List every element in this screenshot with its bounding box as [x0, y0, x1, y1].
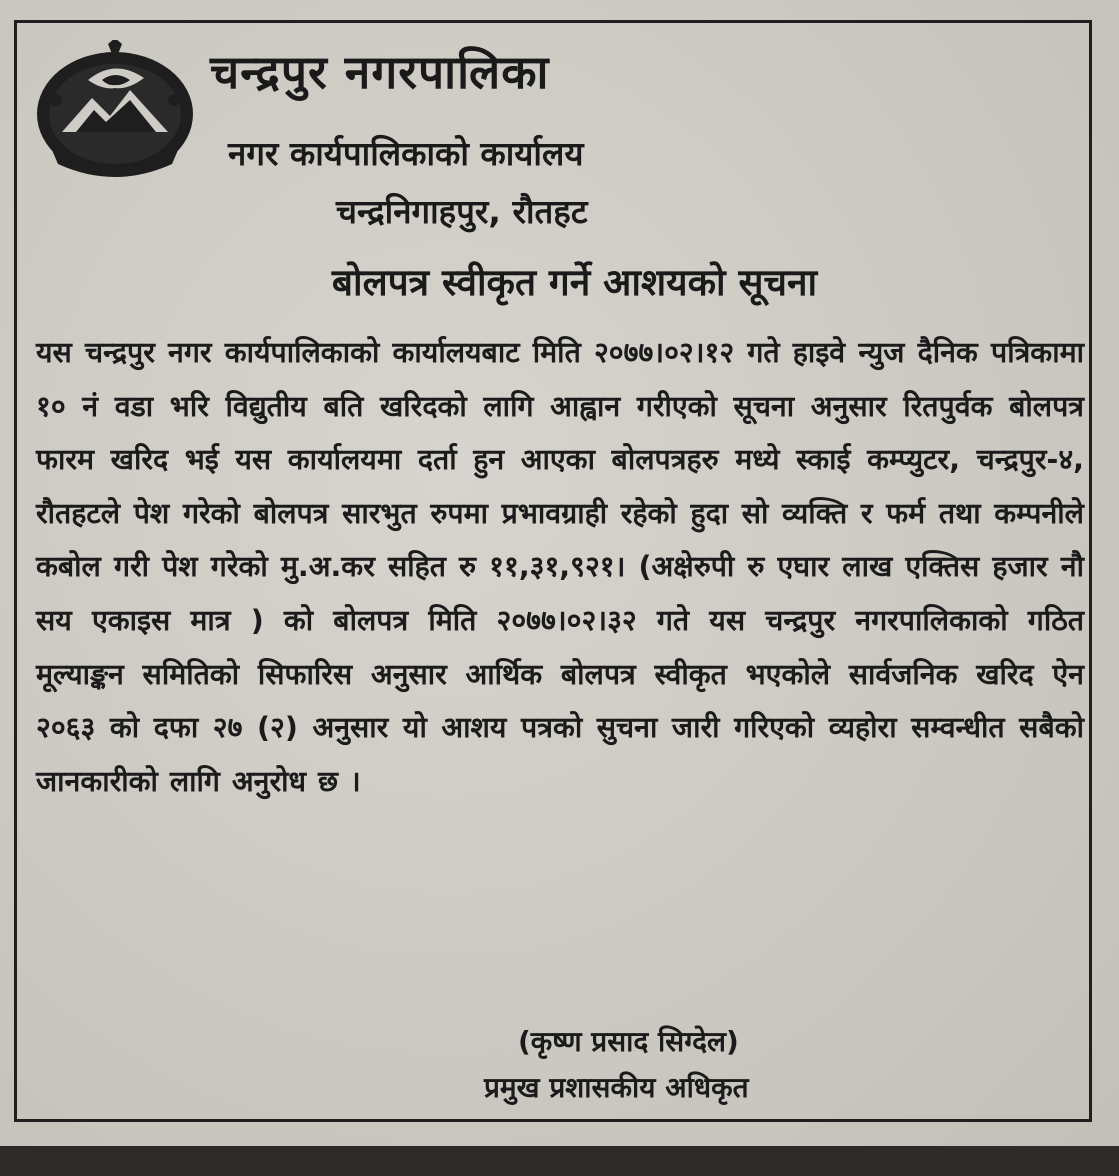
notice-body: यस चन्द्रपुर नगर कार्यपालिकाको कार्यालयबाट मिति २०७७।०२।१२ गते हाइवे न्युज दैनिक पत्रिकामा १० नं वडा भरि विद्युतीय बति खरिदको लागि आह्वान गरीएको सूचना अनुसार रितपुर्वक बोलपत्र फारम खरिद भई यस कार्यालयमा दर्ता हुन आएका बोलपत्रहरु मध्ये स्काई कम्प्युटर, चन्द्रपुर-४, रौतहटले पेश गरेको बोलपत्र सारभुत रुपमा प्रभावग्राही रहेको हुदा सो व्यक्ति र फर्म तथा कम्पनीले कबोल गरी पेश गरेको मु.अ.कर सहित रु ११,३१,९२१। (अक्षेरुपी रु एघार लाख एक्तिस हजार नौ सय एकाइस मात्र ) को बोलपत्र मिति २०७७।०२।३२ गते यस चन्द्रपुर नगरपालिकाको गठित मूल्याङ्कन समितिको सिफारिस अनुसार आर्थिक बोलपत्र स्वीकृत भएकोले सार्वजनिक खरिद ऐन २०६३ को दफा २७ (२) अनुसार यो आशय पत्रको सुचना जारी गरिएको व्यहोरा सम्वन्धीत सबैको जानकारीको लागि अनुरोध छ ।	[36, 336, 1084, 798]
nepal-emblem-icon	[32, 40, 198, 180]
signatory-name: (कृष्ण प्रसाद सिग्देल)	[518, 1025, 739, 1058]
notice-title: बोलपत्र स्वीकृत गर्ने आशयको सूचना	[331, 261, 818, 304]
office-address: चन्द्रनिगाहपुर, रौतहट	[336, 192, 588, 231]
signatory-title: प्रमुख प्रशासकीय अधिकृत	[484, 1071, 749, 1104]
next-article-strip	[0, 1146, 1119, 1176]
municipality-name: चन्द्रपुर नगरपालिका	[210, 45, 550, 99]
office-name: नगर कार्यपालिकाको कार्यालय	[228, 134, 584, 173]
